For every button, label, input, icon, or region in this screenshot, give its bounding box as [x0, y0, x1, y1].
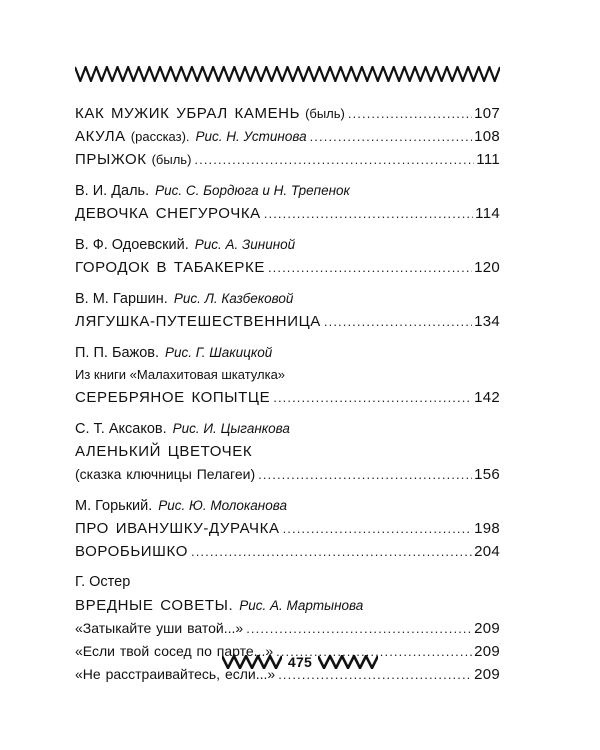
entry-page: 111	[476, 151, 500, 168]
entry-title: «Если твой сосед по парте...»	[75, 643, 274, 659]
author-illustrator: Рис. С. Бордюга и Н. Трепенок	[155, 183, 350, 198]
entry-title: ПРО ИВАНУШКУ-ДУРАЧКА	[75, 520, 280, 537]
entry-page: 107	[474, 105, 500, 122]
author-name: В. И. Даль.	[75, 183, 150, 199]
toc-entry[interactable]	[75, 256, 500, 279]
entry-heading: АЛЕНЬКИЙ ЦВЕТОЧЕК	[75, 443, 253, 460]
dot-leader	[264, 202, 473, 225]
entry-page: 142	[474, 389, 500, 406]
entry-title: (сказка ключницы Пелагеи)	[75, 466, 256, 482]
entry-page: 108	[474, 128, 500, 145]
toc-entry[interactable]	[75, 102, 500, 125]
footer-ornament-right	[318, 655, 378, 669]
toc-entry[interactable]	[75, 617, 500, 640]
dot-leader	[348, 102, 472, 125]
entry-page: 198	[474, 520, 500, 537]
entry-title: КАК МУЖИК УБРАЛ КАМЕНЬ	[75, 105, 301, 122]
entry-note: (рассказ).	[130, 129, 190, 144]
toc-group-aksakov	[75, 417, 500, 486]
dot-leader	[273, 386, 472, 409]
entry-page: 204	[474, 543, 500, 560]
entry-title: ЛЯГУШКА-ПУТЕШЕСТВЕННИЦА	[75, 313, 321, 330]
toc-group-dal	[75, 179, 500, 225]
entry-page: 120	[474, 259, 500, 276]
dot-leader	[324, 310, 472, 333]
toc-entry[interactable]	[75, 202, 500, 225]
entry-heading: ВРЕДНЫЕ СОВЕТЫ.	[75, 597, 234, 614]
entry-title: ГОРОДОК В ТАБАКЕРКЕ	[75, 259, 265, 276]
author-line	[75, 571, 500, 594]
entry-title: АКУЛА	[75, 128, 126, 145]
toc-heading[interactable]	[75, 440, 500, 463]
author-illustrator: Рис. А. Зининой	[194, 237, 296, 252]
entry-page: 134	[474, 313, 500, 330]
toc-entry[interactable]	[75, 386, 500, 409]
author-name: М. Горький.	[75, 498, 153, 514]
author-line	[75, 494, 500, 517]
entry-page: 209	[474, 620, 500, 637]
author-line	[75, 417, 500, 440]
toc-entry[interactable]	[75, 463, 500, 486]
entry-page: 114	[475, 205, 500, 222]
entry-illustrator: Рис. Н. Устинова	[195, 129, 307, 144]
dot-leader	[268, 256, 472, 279]
book-source-note: Из книги «Малахитовая шкатулка»	[75, 367, 286, 382]
author-line	[75, 233, 500, 256]
heading-illustrator: Рис. А. Мартынова	[239, 598, 364, 613]
toc-entry[interactable]	[75, 517, 500, 540]
toc-entry[interactable]	[75, 125, 500, 148]
author-line	[75, 179, 500, 202]
toc-group-tolstoy	[75, 102, 500, 171]
author-name: Г. Остер	[75, 574, 131, 590]
author-name: В. М. Гаршин.	[75, 291, 168, 307]
dot-leader	[246, 617, 472, 640]
toc-group-gorky	[75, 494, 500, 563]
toc-entry[interactable]	[75, 310, 500, 333]
toc-group-odoevsky	[75, 233, 500, 279]
toc-entry[interactable]	[75, 540, 500, 563]
entry-title: ВОРОБЬИШКО	[75, 543, 188, 560]
dot-leader	[194, 148, 474, 171]
entry-note: (быль)	[305, 106, 345, 121]
toc-group-garshin	[75, 287, 500, 333]
author-illustrator: Рис. Г. Шакицкой	[165, 345, 273, 360]
page-number: 475	[287, 654, 313, 670]
page-footer	[0, 650, 600, 674]
author-name: В. Ф. Одоевский.	[75, 237, 189, 253]
dot-leader	[283, 517, 473, 540]
dot-leader	[258, 463, 472, 486]
toc-heading[interactable]	[75, 594, 500, 617]
author-name: С. Т. Аксаков.	[75, 421, 167, 437]
toc-group-bazhov	[75, 341, 500, 409]
author-illustrator: Рис. Л. Казбековой	[173, 291, 294, 306]
entry-title: «Затыкайте уши ватой...»	[75, 620, 244, 636]
entry-note: (быль)	[151, 152, 192, 167]
table-of-contents	[75, 102, 500, 686]
author-illustrator: Рис. И. Цыганкова	[172, 421, 290, 436]
entry-page: 209	[474, 643, 500, 660]
author-line	[75, 341, 500, 364]
dot-leader	[310, 125, 472, 148]
author-line	[75, 287, 500, 310]
entry-page: 209	[474, 666, 500, 683]
footer-ornament-left	[222, 655, 282, 669]
entry-title: ДЕВОЧКА СНЕГУРОЧКА	[75, 205, 261, 222]
entry-page: 156	[474, 466, 500, 483]
dot-leader	[191, 540, 472, 563]
entry-title: «Не расстраивайтесь, если...»	[75, 666, 276, 682]
author-illustrator: Рис. Ю. Молоканова	[158, 498, 288, 513]
author-name: П. П. Бажов.	[75, 345, 160, 361]
top-zigzag-ornament	[75, 66, 500, 82]
entry-title: ПРЫЖОК	[75, 151, 147, 168]
toc-entry[interactable]	[75, 148, 500, 171]
entry-title: СЕРЕБРЯНОЕ КОПЫТЦЕ	[75, 389, 271, 406]
